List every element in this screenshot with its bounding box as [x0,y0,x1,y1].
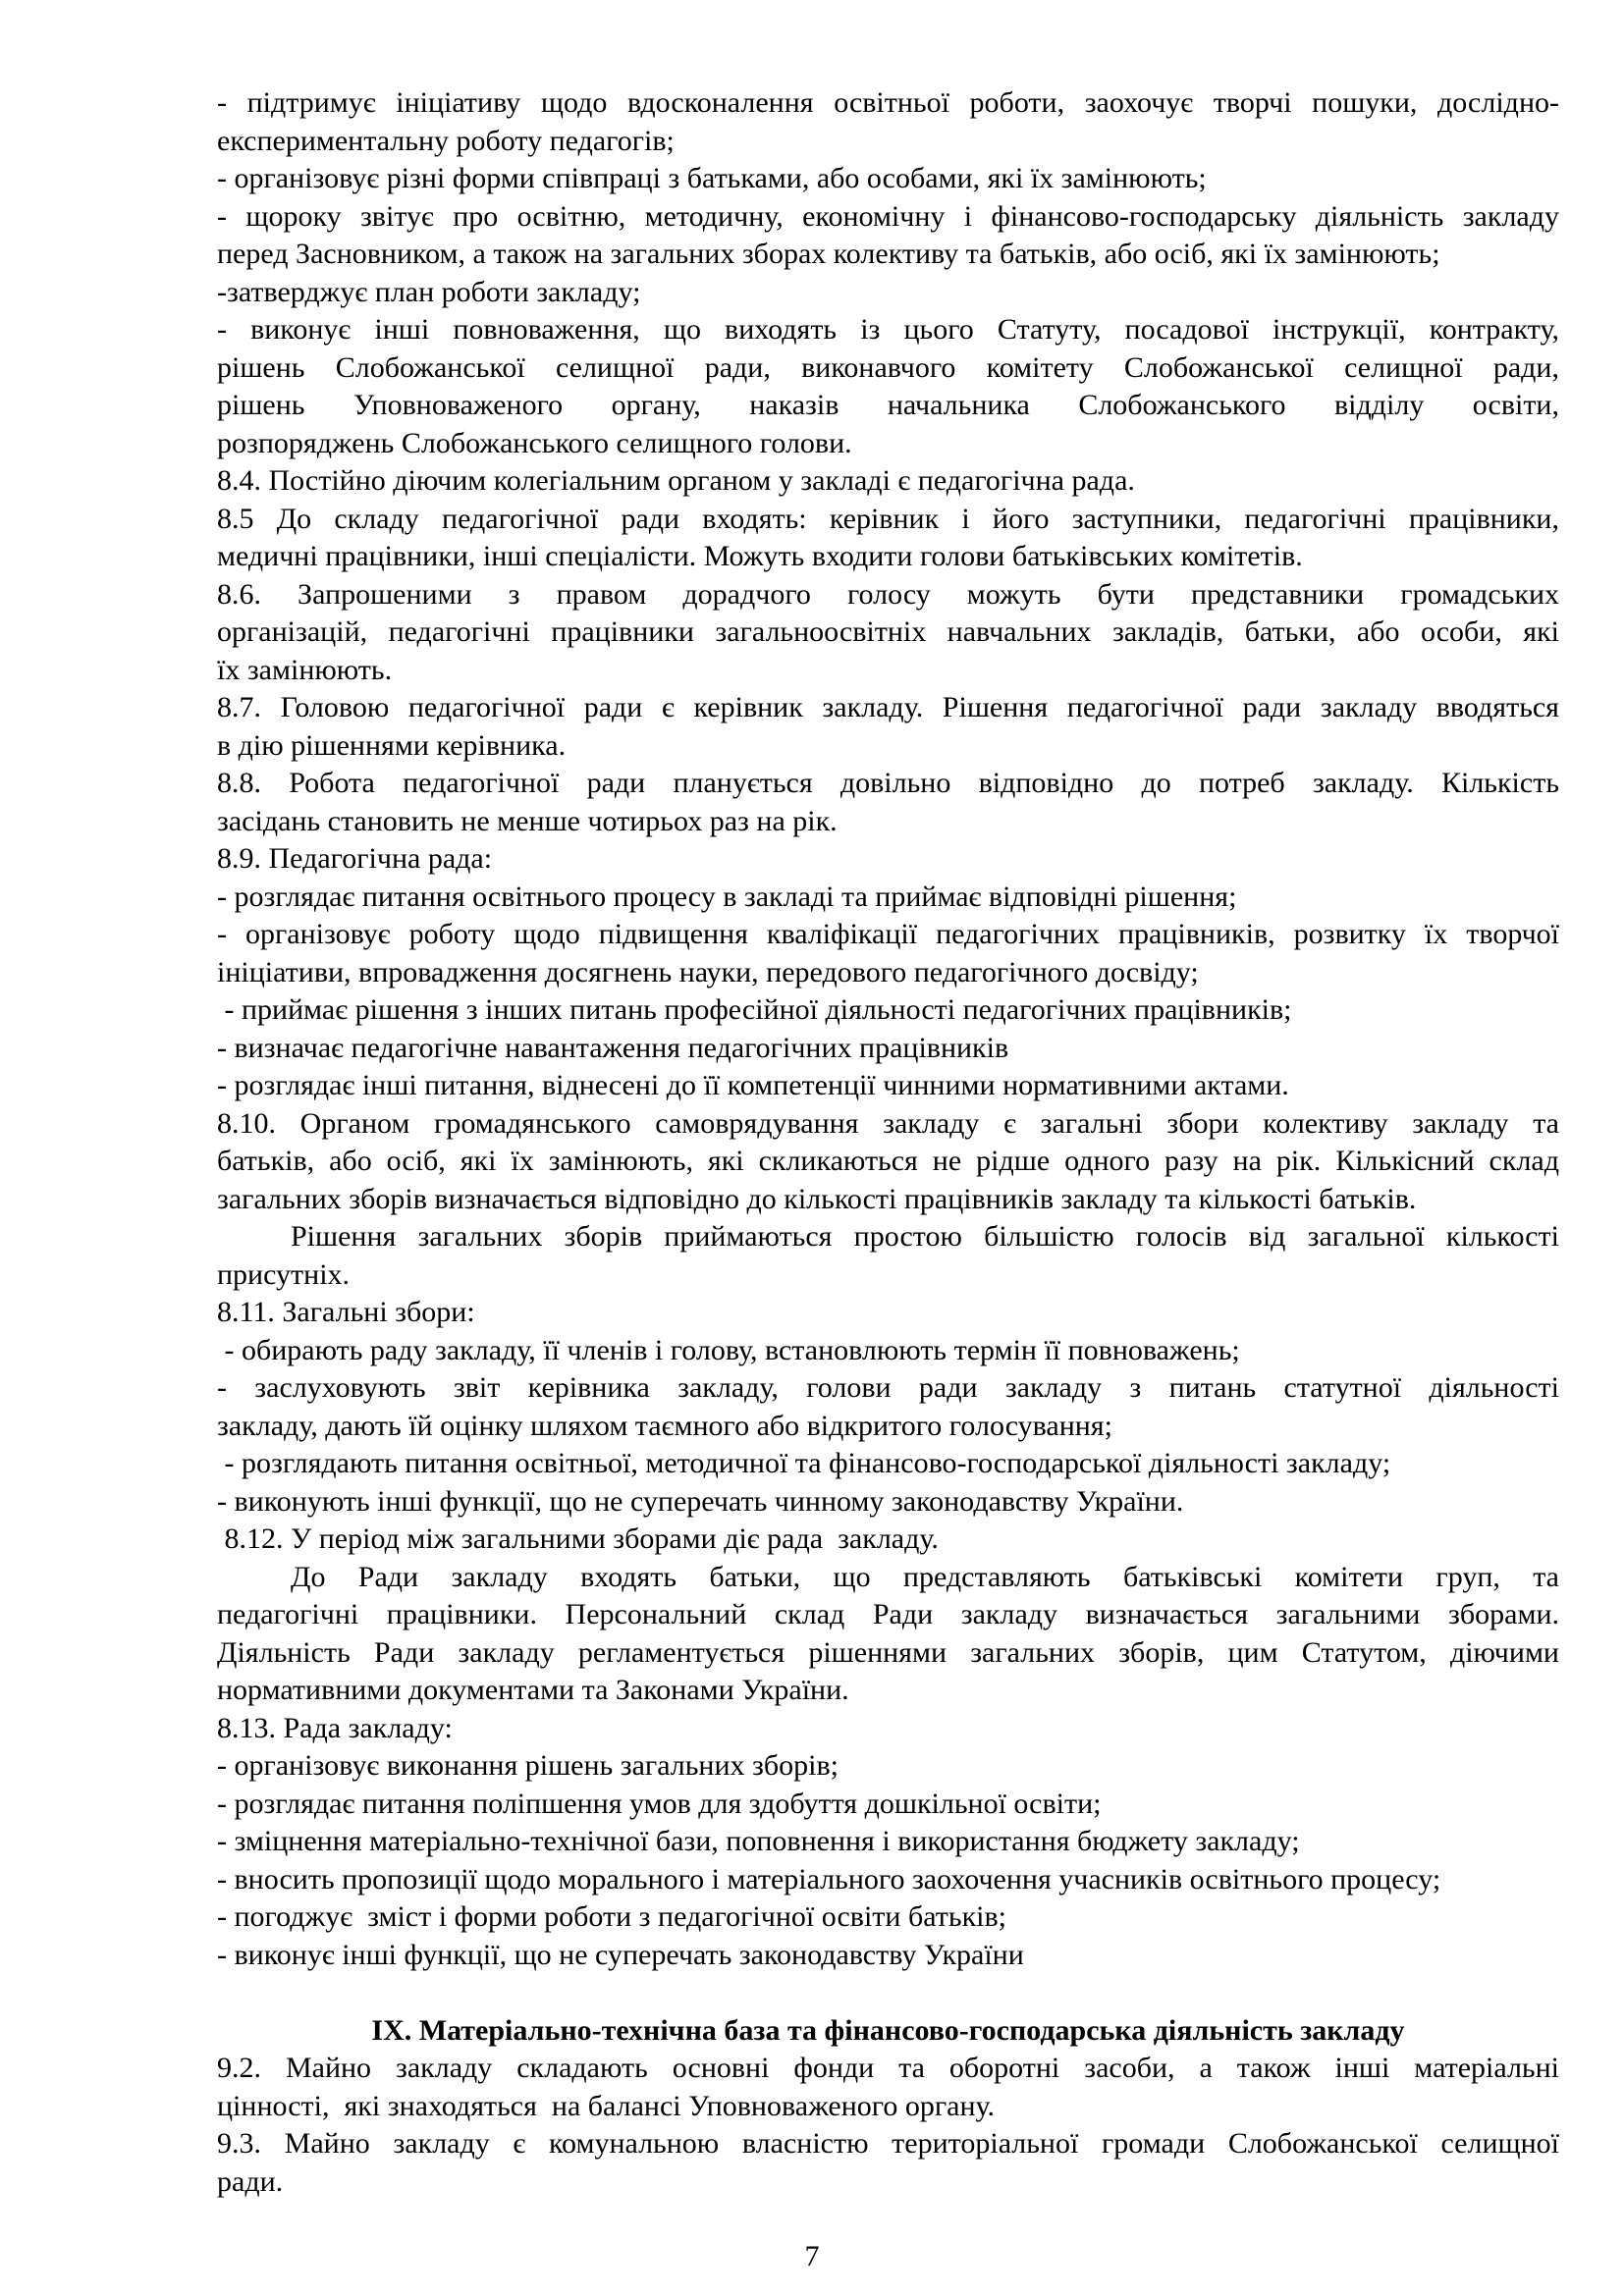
paragraph [217,198,1559,274]
text-line: 8.5 До складу педагогічної ради входять: керівник і його заступники, педагогічні працівники, [217,502,1559,535]
paragraph [217,1747,1559,1786]
paragraph [217,1067,1559,1105]
text-line: 8.8. Робота педагогічної ради планується довільно відповідно до потреб закладу. Кількість [217,767,1559,799]
text-line: медичні працівники, інші спеціалісти. Можуть входити голови батьківських комітетів. [217,540,1303,572]
text-line: - організовує роботу щодо підвищення кваліфікації педагогічних працівників, розвитку їх творчої [217,918,1559,950]
text-line: - розглядає питання поліпшення умов для здобуття дошкільної освіти; [217,1787,1102,1820]
paragraph [217,501,1559,576]
blank-line [217,1974,1559,2012]
paragraph [217,576,1559,690]
paragraph [217,1445,1559,1483]
text-line: експериментальну роботу педагогів; [217,124,675,157]
paragraph [217,1218,1559,1294]
text-line: батьків, або осіб, які їх замінюють, які скликаються не рідше одного разу на рік. Кількісний склад [217,1145,1559,1177]
paragraph [217,1710,1559,1748]
text-line: - підтримує ініціативу щодо вдосконалення освітньої роботи, заохочує творчі пошуки, дослідно- [217,86,1559,119]
paragraph [217,1030,1559,1068]
text-line: - організовує різні форми співпраці з батьками, або особами, які їх замінюють; [217,162,1207,194]
text-line: загальних зборів визначається відповідно до кількості працівників закладу та кількості батьків. [217,1182,1417,1215]
text-line: - розглядають питання освітньої, методичної та фінансово-господарської діяльності закладу; [217,1447,1391,1479]
text-line: - погоджує зміст і форми роботи з педагогічної освіти батьків; [217,1900,1006,1933]
paragraph [217,1786,1559,1824]
text-line: рішень Слобожанської селищної ради, виконавчого комітету Слобожанської селищної ради, [217,350,1559,384]
text-line: До Ради закладу входять батьки, що представляють батьківські комітети груп, та [291,1560,1559,1593]
text-line: 9.2. Майно закладу складають основні фонди та оборотні засоби, а також інші матеріальні [217,2052,1559,2084]
text-line: Рішення загальних зборів приймаються простою більшістю голосів від загальної кількості [291,1220,1559,1253]
paragraph [217,1105,1559,1219]
text-line: - заслуховують звіт керівника закладу, голови ради закладу з питань статутної діяльності [217,1371,1559,1404]
text-line: їх замінюють. [217,653,393,686]
paragraph [217,1898,1559,1937]
text-line: 8.13. Рада закладу: [217,1711,453,1744]
text-line: - вносить пропозиції щодо морального і матеріального заохочення учасників освітнього процесу; [217,1862,1441,1896]
text-line: - зміцнення матеріально-технічної бази, поповнення і використання бюджету закладу; [217,1825,1300,1857]
paragraph [217,1332,1559,1370]
paragraph [217,1369,1559,1445]
document-body [217,84,1559,2201]
paragraph [217,84,1559,160]
paragraph [217,916,1559,991]
text-line: 8.9. Педагогічна рада: [217,842,493,875]
paragraph [217,274,1559,312]
text-line: цінності, які знаходяться на балансі Уповноваженого органу. [217,2089,995,2122]
page-number: 7 [804,2240,820,2272]
paragraph [217,765,1559,840]
paragraph [217,462,1559,501]
paragraph [217,991,1559,1030]
paragraph [217,840,1559,879]
text-line: 8.6. Запрошеними з правом дорадчого голосу можуть бути представники громадських [217,577,1559,611]
paragraph [217,879,1559,917]
paragraph [217,1937,1559,1975]
paragraph [217,2125,1559,2201]
text-line: - організовує виконання рішень загальних зборів; [217,1749,839,1782]
text-line: в дію рішеннями керівника. [217,728,567,762]
text-line: присутніх. [217,1257,351,1291]
section-heading: ІХ. Матеріально-технічна база та фінансово-господарська діяльність закладу [371,2013,1405,2047]
paragraph [217,1294,1559,1332]
paragraph [217,1559,1559,1710]
text-line: закладу, дають їй оцінку шляхом таємного або відкритого голосування; [217,1409,1112,1442]
paragraph [217,1823,1559,1861]
text-line: 8.7. Головою педагогічної ради є керівник закладу. Рішення педагогічної ради закладу вводяться [217,691,1559,723]
text-line: рішень Уповноваженого органу, наказів начальника Слобожанського відділу освіти, [217,389,1559,421]
text-line: засідань становить не менше чотирьох раз на рік. [217,804,838,837]
text-line: - виконує інші функції, що не суперечать законодавству України [217,1938,1024,1971]
text-line: педагогічні працівники. Персональний склад Ради закладу визначається загальними зборами. [217,1598,1559,1630]
text-line: - розглядає інші питання, віднесені до її компетенції чинними нормативними актами. [217,1069,1289,1101]
text-line: -затверджує план роботи закладу; [217,275,641,308]
text-line: - виконують інші функції, що не суперечать чинному законодавству України. [217,1484,1184,1518]
text-line: 8.10. Органом громадянського самоврядування закладу є загальні збори колективу закладу та [217,1106,1559,1140]
text-line: перед Засновником, а також на загальних зборах колективу та батьків, або осіб, які їх замінюють; [217,238,1440,270]
paragraph [217,1483,1559,1522]
text-line: - розглядає питання освітнього процесу в закладі та приймає відповідні рішення; [217,880,1237,913]
text-line: організацій, педагогічні працівники загальноосвітніх навчальних закладів, батьки, або особи, які [217,615,1559,648]
text-line: 9.3. Майно закладу є комунальною власністю територіальної громади Слобожанської селищної [217,2127,1559,2160]
text-line: ради. [217,2164,284,2198]
paragraph [217,311,1559,462]
paragraph [217,160,1559,198]
text-line: Діяльність Ради закладу регламентується рішеннями загальних зборів, цим Статутом, діючими [217,1635,1559,1669]
text-line: 8.4. Постійно діючим колегіальним органом у закладі є педагогічна рада. [217,464,1135,497]
text-line: - обирають раду закладу, її членів і голову, встановлюють термін її повноважень; [217,1333,1240,1366]
text-line: - приймає рішення з інших питань професійної діяльності педагогічних працівників; [217,993,1292,1026]
paragraph [217,2050,1559,2125]
text-line: - виконує інші повноваження, що виходять із цього Статуту, посадової інструкції, контракту, [217,313,1559,346]
text-line: - щороку звітує про освітню, методичну, економічну і фінансово-господарську діяльність закладу [217,199,1559,233]
text-line: нормативними документами та Законами України. [217,1674,849,1706]
text-line: 8.11. Загальні збори: [217,1296,475,1328]
text-line: - визначає педагогічне навантаження педагогічних працівників [217,1031,1009,1064]
text-line: ініціативи, впровадження досягнень науки, передового педагогічного досвіду; [217,955,1199,988]
paragraph [217,1521,1559,1559]
text-line: 8.12. У період між загальними зборами діє рада закладу. [217,1522,939,1555]
text-line: розпоряджень Слобожанського селищного голови. [217,426,852,459]
paragraph [217,1861,1559,1899]
paragraph [217,689,1559,765]
